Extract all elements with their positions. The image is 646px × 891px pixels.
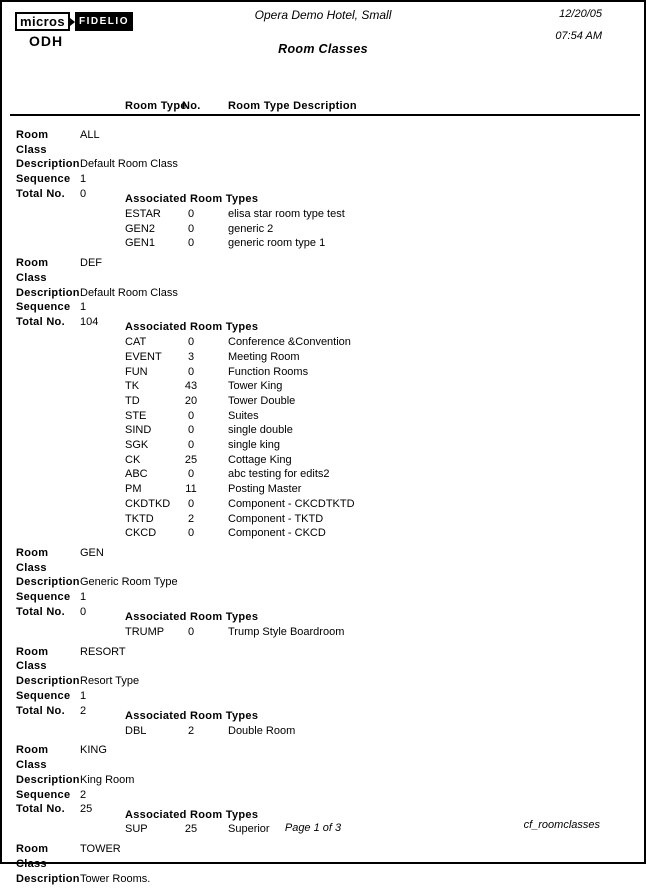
total-no-value: 104: [80, 315, 99, 328]
room-type-description: Component - CKCDTKTD: [228, 497, 355, 510]
room-class-block: [16, 256, 644, 541]
room-type-row: [125, 482, 355, 497]
room-type-count: 0: [187, 468, 195, 481]
room-type-row: [125, 236, 345, 251]
room-class-label: Room Class: [16, 645, 49, 673]
total-no-label: Total No.: [16, 704, 65, 717]
room-type-count: 0: [187, 208, 195, 221]
description-row: [16, 286, 644, 301]
sequence-value: 1: [80, 301, 87, 314]
room-type-code: DBL: [125, 724, 147, 737]
associated-room-types-title: Associated Room Types: [125, 321, 259, 334]
room-type-code: ABC: [125, 468, 148, 481]
room-type-count: 0: [187, 497, 195, 510]
description-row: [16, 674, 644, 689]
room-type-description: Tower Double: [228, 394, 296, 407]
sequence-row: [16, 689, 644, 704]
sequence-row: [16, 300, 644, 315]
room-type-row: [125, 438, 355, 453]
room-type-code: STE: [125, 409, 147, 422]
room-type-row: [125, 512, 355, 527]
room-type-code: SUP: [125, 823, 148, 836]
room-class-label: Room Class: [16, 129, 49, 156]
room-class-description: Default Room Class: [80, 158, 178, 171]
room-class-description: Generic Room Type: [80, 576, 178, 589]
total-row: [16, 315, 644, 541]
logo-fidelio-text: FIDELIO: [75, 12, 133, 31]
page-number: Page 1 of 3: [284, 822, 342, 834]
room-class-label: Room Class: [16, 843, 49, 870]
total-row: [16, 605, 644, 640]
associated-room-types-title: Associated Room Types: [125, 710, 259, 723]
report-title: Room Classes: [278, 42, 368, 56]
room-class-block: [16, 128, 644, 251]
room-type-row: [125, 497, 355, 512]
room-type-description: generic 2: [228, 222, 274, 235]
associated-room-types-title: Associated Room Types: [125, 193, 259, 206]
sequence-value: 1: [80, 173, 87, 186]
room-type-code: GEN1: [125, 237, 155, 250]
total-no-label: Total No.: [16, 315, 65, 328]
sequence-value: 1: [80, 689, 87, 702]
room-type-code: CKDTKD: [125, 497, 171, 510]
room-type-row: [125, 365, 355, 380]
room-type-row: [125, 394, 355, 409]
room-type-row: [125, 207, 345, 222]
room-type-row: [125, 453, 355, 468]
room-type-description: Component - CKCD: [228, 527, 326, 540]
room-type-code: ESTAR: [125, 208, 161, 221]
room-type-description: Function Rooms: [228, 365, 309, 378]
room-type-row: [125, 335, 355, 350]
room-class-description: Resort Type: [80, 675, 140, 688]
property-code: ODH: [29, 33, 64, 49]
column-headers: [2, 100, 644, 115]
room-type-count: 0: [187, 626, 195, 638]
sequence-label: Sequence: [16, 689, 71, 702]
room-type-code: CAT: [125, 336, 147, 349]
logo-micros-text: micros: [15, 12, 70, 31]
room-type-count: 25: [184, 823, 198, 836]
room-type-description: Meeting Room: [228, 350, 300, 363]
description-row: [16, 157, 644, 172]
room-type-description: Posting Master: [228, 483, 302, 496]
room-type-description: Superior: [228, 823, 270, 836]
room-type-code: PM: [125, 483, 142, 496]
room-type-count: 0: [187, 365, 195, 378]
column-header-room-type: Room Type: [125, 100, 187, 112]
room-class-label: Room Class: [16, 744, 49, 772]
room-type-description: elisa star room type test: [228, 208, 345, 221]
room-class-code: ALL: [80, 129, 100, 141]
room-class-label: Room Class: [16, 546, 49, 574]
room-type-count: 25: [184, 453, 198, 466]
description-label: Description: [16, 675, 80, 688]
room-type-row: [125, 467, 355, 482]
room-type-row: [125, 350, 355, 365]
room-type-code: SIND: [125, 424, 152, 437]
room-type-count: 2: [187, 512, 195, 525]
room-type-row: [125, 379, 355, 394]
total-no-value: 0: [80, 605, 87, 618]
room-type-code: TKTD: [125, 512, 154, 525]
room-class-row: [16, 546, 644, 575]
room-type-code: EVENT: [125, 350, 162, 363]
sequence-row: [16, 788, 644, 803]
room-type-row: [125, 423, 355, 438]
header-divider: [10, 114, 640, 116]
description-label: Description: [16, 872, 80, 885]
room-type-row: [125, 526, 355, 541]
room-type-count: 0: [187, 237, 195, 250]
total-row: [16, 187, 644, 251]
total-no-value: 25: [80, 803, 93, 816]
room-type-count: 11: [185, 483, 197, 496]
room-type-description: Tower King: [228, 380, 283, 393]
room-class-code: RESORT: [80, 645, 126, 658]
room-class-row: [16, 743, 644, 772]
total-no-label: Total No.: [16, 605, 65, 618]
sequence-value: 1: [80, 591, 87, 604]
room-type-count: 0: [187, 409, 195, 422]
room-class-code: KING: [80, 744, 107, 757]
room-class-description: Tower Rooms.: [80, 872, 151, 885]
room-type-row: [125, 409, 355, 424]
room-type-row: [125, 222, 345, 237]
hotel-name: Opera Demo Hotel, Small: [254, 8, 392, 22]
room-class-row: [16, 842, 644, 871]
room-type-description: Suites: [228, 409, 259, 422]
room-type-code: TRUMP: [125, 626, 165, 638]
room-class-list: [16, 128, 644, 891]
total-no-label: Total No.: [16, 803, 65, 816]
sequence-label: Sequence: [16, 591, 71, 604]
description-row: [16, 575, 644, 590]
sequence-row: [16, 590, 644, 605]
room-type-count: 20: [184, 394, 198, 407]
room-type-count: 0: [187, 527, 195, 540]
room-type-description: abc testing for edits2: [228, 468, 330, 481]
room-type-description: Double Room: [228, 724, 296, 737]
associated-room-types: [125, 187, 345, 251]
total-no-value: 2: [80, 704, 87, 717]
room-class-block: [16, 645, 644, 739]
sequence-value: 2: [80, 788, 87, 801]
associated-room-types: [125, 605, 344, 640]
room-type-code: GEN2: [125, 222, 155, 235]
room-class-code: TOWER: [80, 843, 121, 856]
print-time: 07:54 AM: [555, 30, 602, 42]
description-label: Description: [16, 286, 80, 299]
room-type-description: generic room type 1: [228, 237, 326, 250]
associated-room-types-title: Associated Room Types: [125, 611, 259, 624]
room-class-row: [16, 256, 644, 285]
description-label: Description: [16, 158, 80, 171]
room-type-count: 0: [187, 222, 195, 235]
room-type-count: 0: [187, 424, 195, 437]
room-type-count: 0: [187, 439, 195, 452]
room-class-block: [16, 842, 644, 886]
room-class-code: DEF: [80, 257, 102, 270]
description-label: Description: [16, 773, 80, 786]
room-type-code: TD: [125, 394, 140, 407]
room-type-description: Trump Style Boardroom: [228, 626, 345, 638]
room-class-code: GEN: [80, 546, 104, 559]
associated-room-types: [125, 315, 355, 541]
room-type-description: single double: [228, 424, 293, 437]
associated-room-types: [125, 704, 295, 739]
report-file-name: cf_roomclasses: [523, 819, 600, 831]
room-class-row: [16, 645, 644, 674]
print-date: 12/20/05: [559, 8, 602, 20]
room-class-label: Room Class: [16, 257, 49, 284]
total-row: [16, 704, 644, 739]
room-type-code: CK: [125, 453, 141, 466]
room-type-code: TK: [125, 380, 140, 393]
room-type-description: Component - TKTD: [228, 512, 324, 525]
room-type-description: Conference &Convention: [228, 336, 351, 349]
room-type-row: [125, 724, 295, 739]
total-no-value: 0: [80, 187, 87, 200]
room-class-description: Default Room Class: [80, 286, 178, 299]
associated-room-types-title: Associated Room Types: [125, 808, 259, 821]
room-class-description: King Room: [80, 773, 135, 786]
room-type-code: SGK: [125, 439, 149, 452]
description-row: [16, 872, 644, 887]
sequence-label: Sequence: [16, 173, 71, 186]
room-type-row: [125, 625, 344, 640]
total-no-label: Total No.: [16, 187, 65, 200]
room-type-code: FUN: [125, 365, 148, 378]
description-label: Description: [16, 576, 80, 589]
sequence-label: Sequence: [16, 788, 71, 801]
room-type-description: single king: [228, 439, 280, 452]
column-header-no: No.: [182, 100, 201, 112]
room-type-count: 2: [187, 724, 195, 737]
room-class-block: [16, 546, 644, 640]
room-type-count: 43: [184, 380, 198, 393]
description-row: [16, 773, 644, 788]
room-type-description: Cottage King: [228, 453, 292, 466]
room-type-count: 0: [187, 336, 195, 349]
column-header-description: Room Type Description: [228, 100, 357, 112]
room-type-count: 3: [187, 350, 195, 363]
sequence-label: Sequence: [16, 301, 71, 314]
room-class-row: [16, 128, 644, 157]
room-type-code: CKCD: [125, 527, 157, 540]
sequence-row: [16, 172, 644, 187]
